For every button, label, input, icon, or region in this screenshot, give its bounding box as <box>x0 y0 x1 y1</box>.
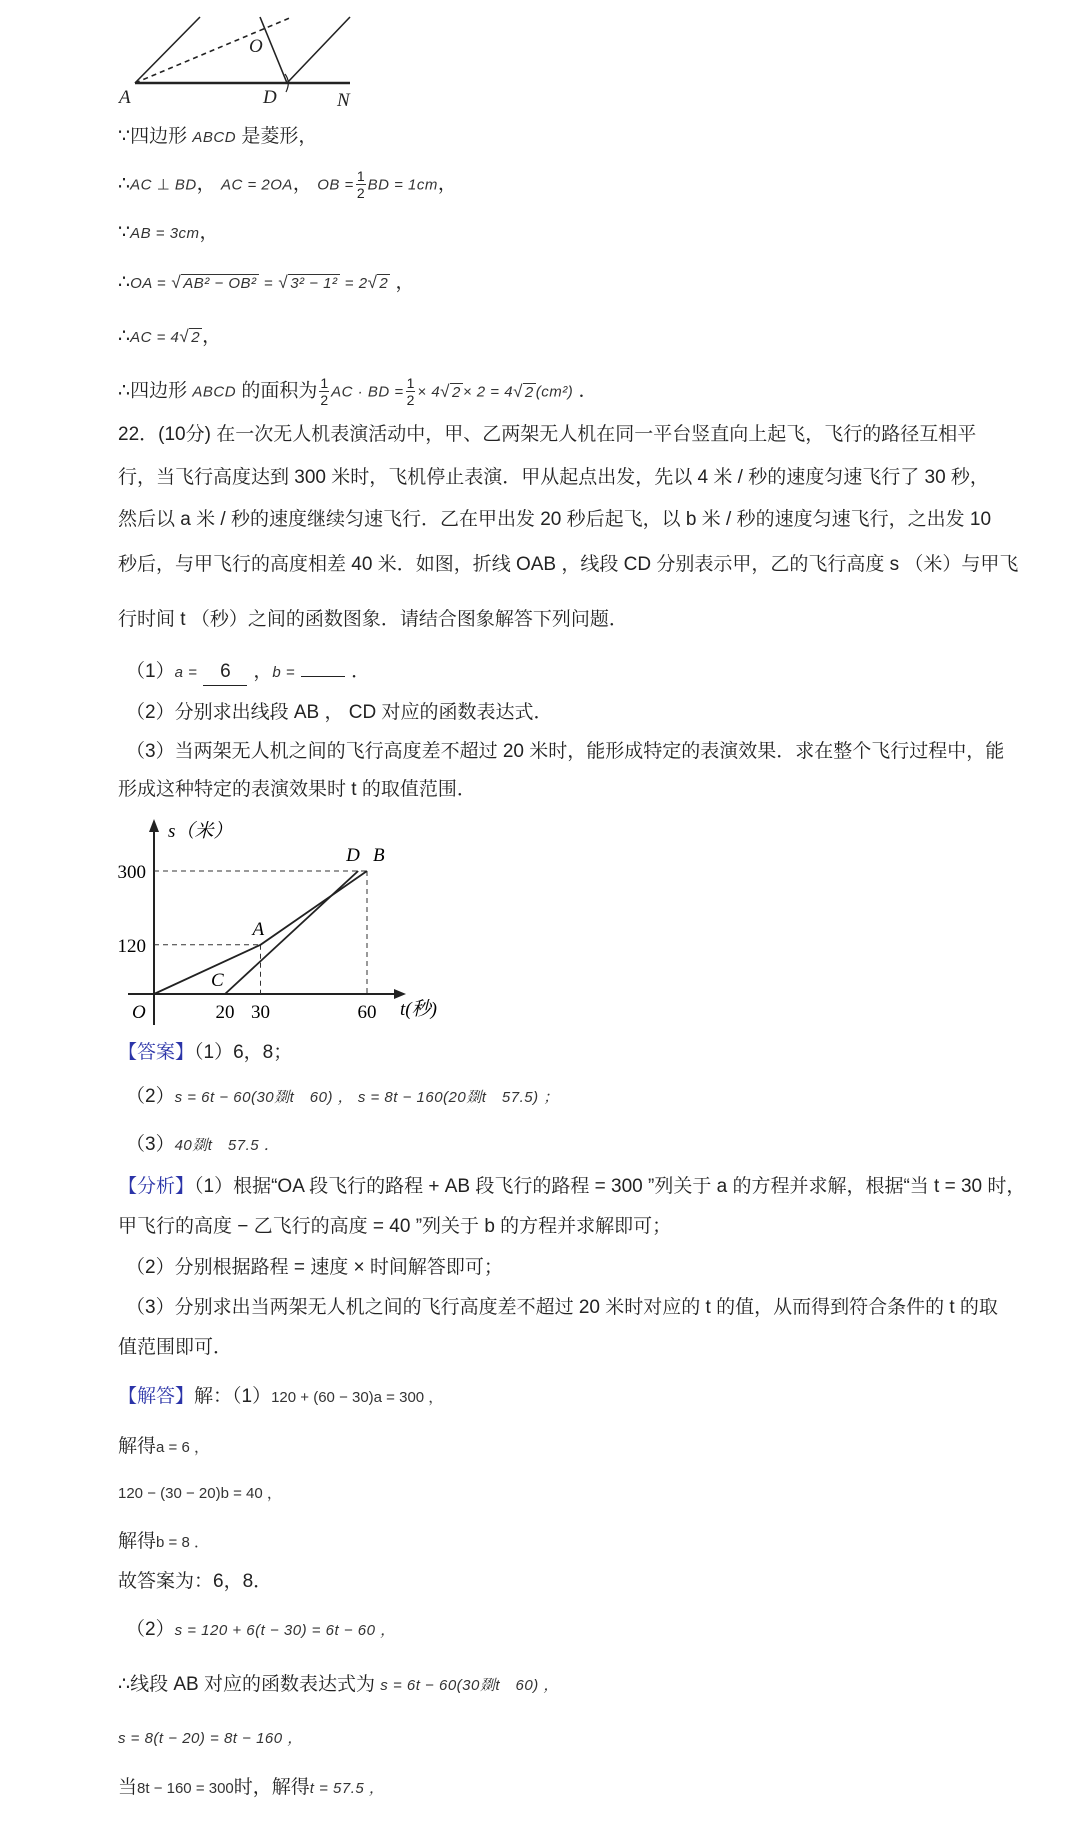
x-tick-label: 60 <box>357 1002 377 1023</box>
analysis-tag: 【分析】 <box>118 1176 195 1197</box>
flight-height-chart <box>0 815 520 1040</box>
proof-line-6 <box>118 375 598 408</box>
problem-line: 然后以 a 米 / 秒的速度继续匀速飞行．乙在甲出发 20 秒后起飞，以 b 米 / 秒的速度匀速飞行，之出发 10 <box>118 509 992 530</box>
text: （1）6，8； <box>194 1042 293 1063</box>
therefore-symbol: ∴ <box>118 272 131 293</box>
radicand: AB² − OB² <box>183 275 257 292</box>
text: 时，解得 <box>233 1777 310 1798</box>
text: 是菱形， <box>241 126 318 147</box>
solution-line-7 <box>118 1672 559 1699</box>
math: AC · BD = <box>331 383 404 401</box>
math: s = 6t − 60(30剟t 60) ， s = 8t − 160(20剟t 57.5) ； <box>174 1089 559 1106</box>
math: a = <box>174 664 198 681</box>
math: × 4 <box>417 383 441 401</box>
segment-ab <box>135 17 200 83</box>
math: AC ⊥ BD <box>130 176 197 194</box>
denominator: 2 <box>356 185 365 201</box>
radicand: 3² − 1² <box>290 275 338 292</box>
text: ∴四边形 <box>118 380 188 402</box>
y-axis-label: s（米） <box>168 821 233 842</box>
question-number: （1） <box>126 661 175 682</box>
rhombus-figure <box>0 0 420 115</box>
radicand: 2 <box>524 383 534 401</box>
solution-line-5: 故答案为：6，8． <box>118 1571 273 1592</box>
question-1 <box>126 659 370 686</box>
proof-line-4 <box>118 270 415 297</box>
math: AC = 4 <box>130 329 180 346</box>
problem-line: 22．(10分) 在一次无人机表演活动中，甲、乙两架无人机在同一平台竖直向上起飞，飞行的路径互相平 <box>118 424 977 445</box>
problem-line: 秒后，与甲飞行的高度相差 40 米．如图，折线 OAB ，线段 CD 分别表示甲，乙的飞行高度 s （米）与甲飞 <box>118 554 1019 575</box>
text: ， <box>395 272 415 293</box>
sqrt: √ AB² − OB² <box>171 273 257 292</box>
point-label-b: B <box>373 845 385 866</box>
proof-line-1 <box>118 124 317 151</box>
text: ， <box>292 173 312 195</box>
numerator: 1 <box>320 375 329 391</box>
y-tick-label: 120 <box>117 935 146 957</box>
text: ． <box>578 380 598 402</box>
text: 当 <box>118 1777 138 1798</box>
point-label-a: A <box>252 918 265 940</box>
because-symbol: ∵ <box>118 222 131 243</box>
solution-line-4 <box>118 1529 209 1556</box>
math: a = 6 ， <box>156 1439 209 1456</box>
y-axis-arrow <box>149 819 159 832</box>
problem-line: 行，当飞行高度达到 300 米时，飞机停止表演．甲从起点出发，先以 4 米 / 秒的速度匀速飞行了 30 秒， <box>118 467 989 488</box>
answer-line-2 <box>126 1084 559 1111</box>
question-3-cont: 形成这种特定的表演效果时 t 的取值范围． <box>118 779 476 800</box>
proof-line-5 <box>118 324 221 351</box>
diagonal-bd <box>260 17 287 83</box>
text: ， <box>202 326 222 347</box>
point-label-d: D <box>346 845 360 866</box>
point-label-c: C <box>211 970 224 991</box>
answer-blank-b <box>301 676 345 677</box>
solution-line-6 <box>126 1617 396 1644</box>
answer-line-3 <box>126 1132 279 1159</box>
sqrt: √ 2 <box>440 381 461 401</box>
solution-line-1 <box>118 1384 443 1411</box>
math: = 2 <box>344 275 368 292</box>
text: ∴线段 AB 对应的函数表达式为 <box>118 1674 375 1695</box>
math: t = 57.5 ， <box>309 1780 385 1797</box>
text: ， <box>253 661 273 682</box>
therefore-symbol: ∴ <box>118 326 131 347</box>
x-axis-arrow <box>394 989 406 999</box>
answer-blank-a: 6 <box>203 659 247 686</box>
solution-line-3 <box>118 1480 282 1507</box>
text: ， <box>437 173 457 195</box>
text: ∵四边形 <box>118 126 188 147</box>
denominator: 2 <box>320 392 329 408</box>
numerator: 1 <box>406 375 415 391</box>
math: OA = <box>130 275 167 292</box>
math: × 2 = 4 <box>462 383 514 401</box>
text: ， <box>196 173 216 195</box>
label-n: N <box>337 90 350 111</box>
solution-line-8 <box>118 1725 303 1752</box>
sqrt: √ 2 <box>367 273 389 292</box>
math: 8t − 160 = 300 <box>137 1780 234 1797</box>
text: （2） <box>126 1086 175 1107</box>
text: （2） <box>126 1619 175 1640</box>
math: b = 8 ． <box>156 1534 209 1551</box>
proof-line-2 <box>118 168 457 201</box>
analysis-line-4: （3）分别求出当两架无人机之间的飞行高度差不超过 20 米时对应的 t 的值，从而得到符合条件的 t 的取 <box>126 1297 998 1318</box>
math: AC = 2OA <box>220 176 293 194</box>
solution-tag: 【解答】 <box>118 1386 195 1407</box>
sqrt: √ 2 <box>513 381 534 401</box>
x-tick-label: 20 <box>215 1002 235 1023</box>
text: （1）根据“OA 段飞行的路程 + AB 段飞行的路程 = 300 ”列关于 a 的方程并求解，根据“当 t = 30 时， <box>194 1176 1026 1197</box>
math: ABCD <box>192 129 237 146</box>
label-d: D <box>263 87 277 108</box>
math: (cm²) <box>535 383 574 401</box>
solution-line-9 <box>118 1775 384 1802</box>
text: ， <box>199 222 219 243</box>
text: 解得 <box>118 1436 157 1457</box>
text: ． <box>351 661 371 682</box>
analysis-line-2: 甲飞行的高度 − 乙飞行的高度 = 40 ”列关于 b 的方程并求解即可； <box>118 1216 672 1237</box>
therefore-symbol: ∴ <box>118 173 131 195</box>
math: s = 6t − 60(30剟t 60) ， <box>380 1677 559 1694</box>
radicand: 2 <box>452 383 461 401</box>
segment-dc <box>287 17 350 83</box>
proof-line-3 <box>118 220 219 247</box>
radicand: 2 <box>379 275 389 292</box>
x-axis-label: t(秒) <box>400 999 437 1020</box>
text: 的面积为 <box>241 380 318 402</box>
text: 解得 <box>118 1531 157 1552</box>
diagonal-ac <box>135 17 292 83</box>
math: OB = <box>317 176 354 194</box>
math: b = <box>272 664 296 681</box>
math: s = 8(t − 20) = 8t − 160 ， <box>118 1730 303 1747</box>
answer-line-1 <box>118 1040 292 1066</box>
analysis-line-3: （2）分别根据路程 = 速度 × 时间解答即可； <box>126 1257 503 1278</box>
fraction <box>406 375 416 408</box>
sqrt: √ 3² − 1² <box>278 273 338 292</box>
label-a: A <box>119 87 131 108</box>
analysis-line-1 <box>118 1174 1025 1200</box>
denominator: 2 <box>406 392 415 408</box>
y-tick-label: 300 <box>117 862 146 883</box>
analysis-line-5: 值范围即可． <box>118 1337 233 1358</box>
question-2: （2）分别求出线段 AB ， CD 对应的函数表达式． <box>126 702 553 723</box>
answer-tag: 【答案】 <box>118 1042 195 1063</box>
radicand: 2 <box>191 329 201 346</box>
text: 解：（1） <box>194 1386 272 1407</box>
math: 120 + (60 − 30)a = 300 ， <box>271 1389 444 1406</box>
math: ABCD <box>192 383 237 401</box>
fraction <box>356 168 366 201</box>
math: BD = 1cm <box>367 176 438 194</box>
question-3: （3）当两架无人机之间的飞行高度差不超过 20 米时，能形成特定的表演效果．求在整个飞行过程中，能 <box>126 741 1005 762</box>
fraction <box>319 375 329 408</box>
x-tick-label: 30 <box>251 1002 270 1023</box>
math: = <box>263 275 274 292</box>
numerator: 1 <box>356 168 365 184</box>
math: s = 120 + 6(t − 30) = 6t − 60 ， <box>174 1622 396 1639</box>
series-line-cd <box>225 871 358 994</box>
origin-label: O <box>132 1002 146 1023</box>
sqrt: √ 2 <box>179 327 201 346</box>
math: AB = 3cm <box>130 225 200 242</box>
solution-line-2 <box>118 1434 209 1461</box>
problem-line: 行时间 t （秒）之间的函数图象．请结合图象解答下列问题． <box>118 609 628 630</box>
math: 40剟t 57.5 ． <box>174 1137 280 1154</box>
label-o: O <box>249 36 263 57</box>
text: （3） <box>126 1134 175 1155</box>
math: 120 − (30 − 20)b = 40 ， <box>118 1485 282 1502</box>
